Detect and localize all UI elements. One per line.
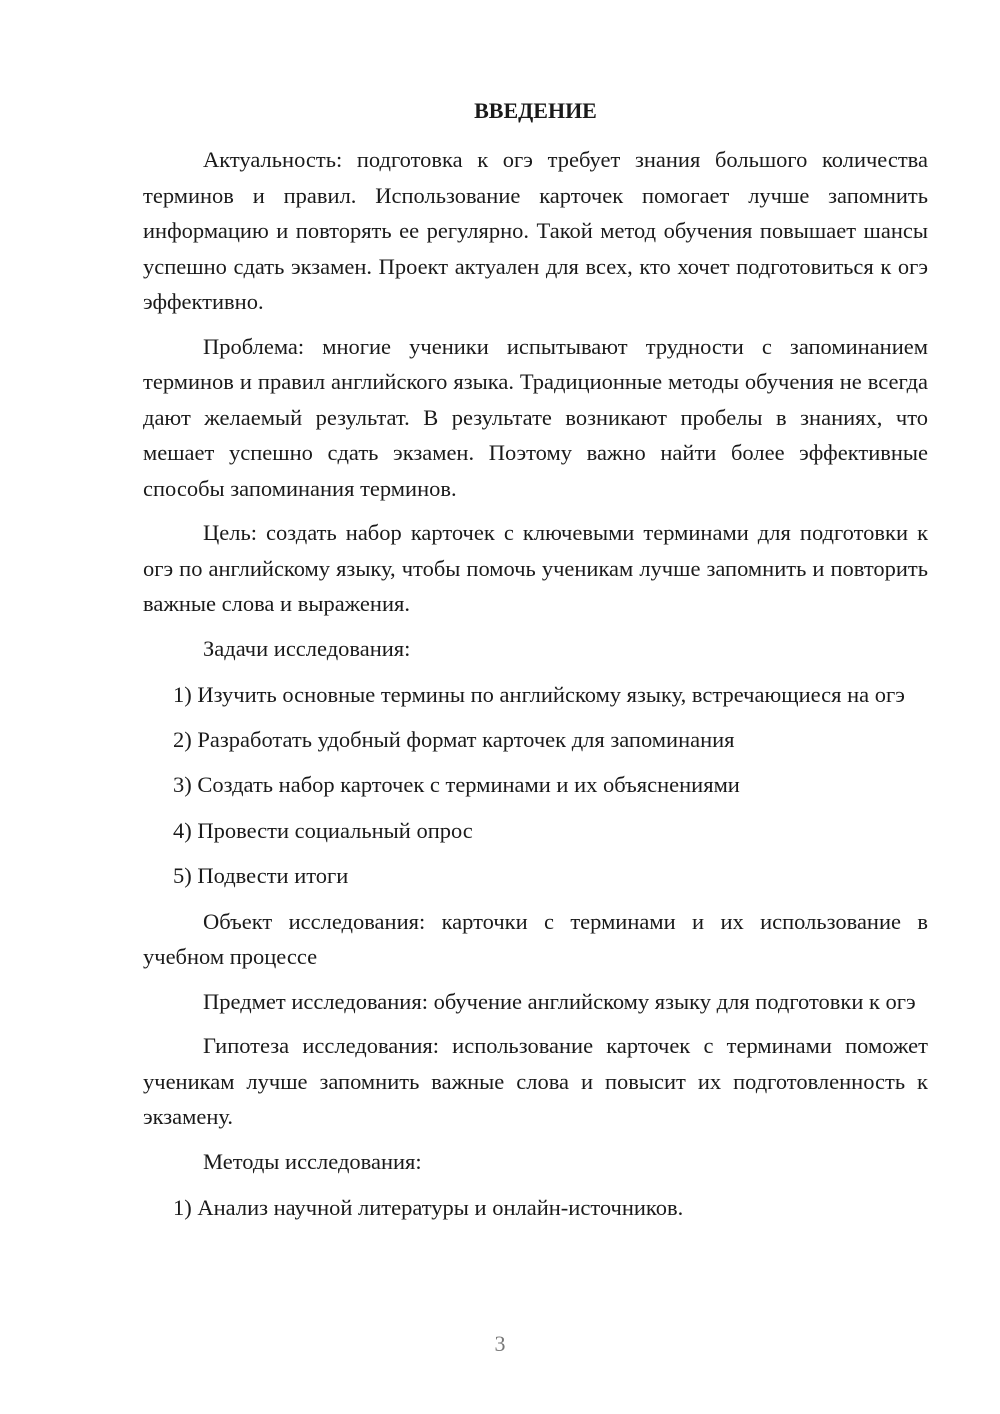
goal-paragraph: Цель: создать набор карточек с ключевыми терминами для подготовки к огэ по английскому языку, чтобы помочь ученикам лучше запомнить и повторить важные слова и выражения.	[143, 520, 928, 616]
relevance-paragraph: Актуальность: подготовка к огэ требует знания большого количества терминов и правил. Использование карточек помогает лучше запомнить информацию и повторять ее регулярно. Такой метод обучения повышает шансы успешно сдать экзамен. Проект актуален для всех, кто хочет подготовиться к огэ эффективно.	[143, 147, 928, 314]
problem-paragraph: Проблема: многие ученики испытывают трудности с запоминанием терминов и правил английского языка. Традиционные методы обучения не всегда дают желаемый результат. В результате возникают пробелы в знаниях, что мешает успешно сдать экзамен. Поэтому важно найти более эффективные способы запоминания терминов.	[143, 333, 928, 501]
page-number: 3	[494, 1331, 506, 1356]
object-paragraph: Объект исследования: карточки с терминами и их использование в учебном процессе	[143, 908, 928, 969]
methods-heading: Методы исследования:	[203, 1148, 422, 1174]
method-item-1: 1) Анализ научной литературы и онлайн-источников.	[173, 1195, 684, 1220]
task-item-1: 1) Изучить основные термины по английскому языку, встречающиеся на огэ	[173, 682, 905, 707]
document-page	[143, 96, 928, 1235]
task-item-4: 4) Провести социальный опрос	[173, 817, 473, 843]
subject-paragraph: Предмет исследования: обучение английскому языку для подготовки к огэ	[203, 988, 916, 1014]
hypothesis-paragraph: Гипотеза исследования: использование карточек с терминами поможет ученикам лучше запомнить важные слова и повысит их подготовленность к экзамену.	[143, 1033, 928, 1129]
task-item-3: 3) Создать набор карточек с терминами и их объяснениями	[173, 772, 740, 797]
task-item-5: 5) Подвести итоги	[173, 863, 349, 888]
task-item-2: 2) Разработать удобный формат карточек для запоминания	[173, 726, 735, 752]
tasks-heading: Задачи исследования:	[203, 635, 411, 661]
page-title: ВВЕДЕНИЕ	[474, 98, 597, 123]
